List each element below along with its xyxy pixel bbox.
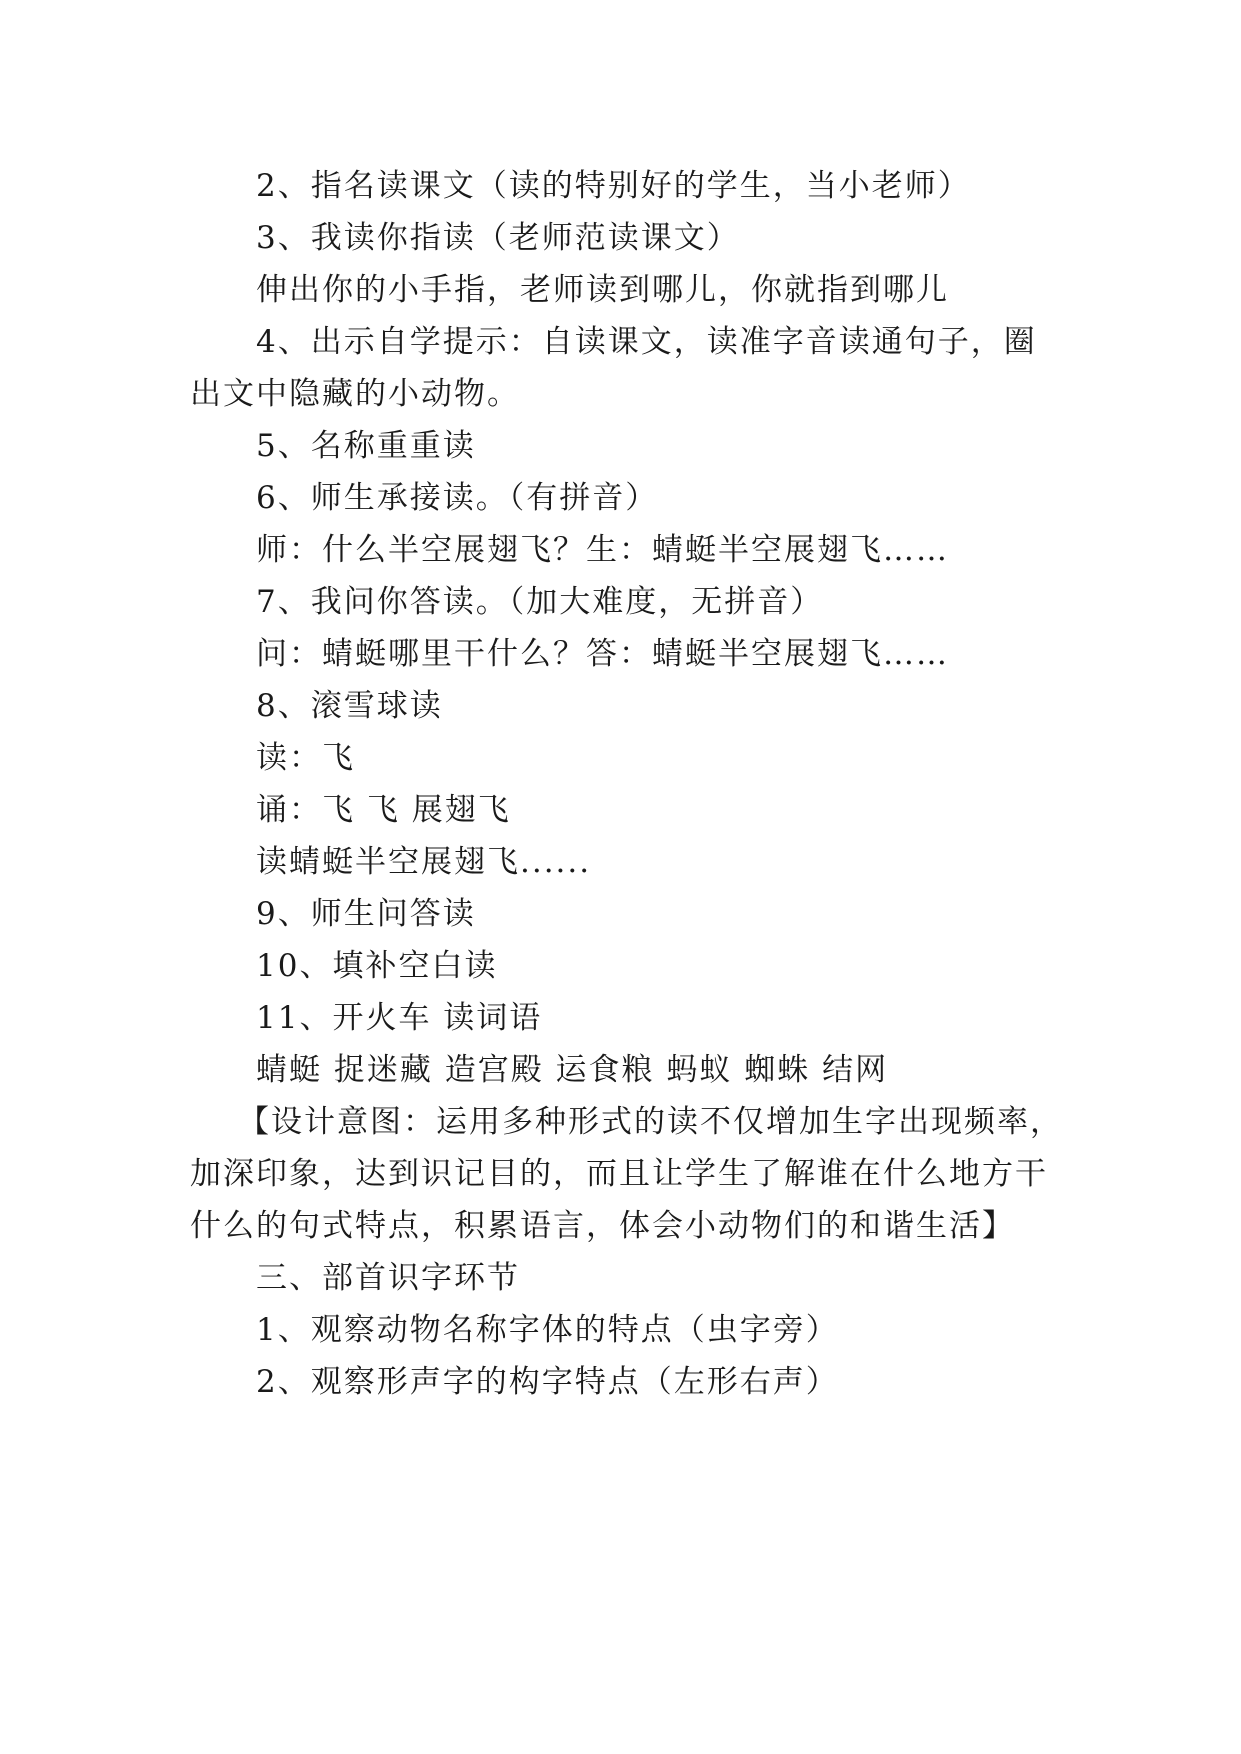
text-line: 8、滚雪球读 — [256, 688, 443, 724]
text-line: 9、师生问答读 — [256, 896, 476, 932]
text-line: 2、观察形声字的构字特点（左形右声） — [256, 1364, 839, 1400]
text-line: 4、出示自学提示：自读课文，读准字音读通句子，圈 — [256, 324, 1037, 360]
text-line: 【设计意图：运用多种形式的读不仅增加生字出现频率， — [238, 1104, 1063, 1140]
text-line: 读蜻蜓半空展翅飞...... — [256, 844, 592, 880]
text-line: 师：什么半空展翅飞？生：蜻蜓半空展翅飞…… — [256, 532, 949, 568]
text-line: 11、开火车 读词语 — [256, 1000, 543, 1036]
text-line: 1、观察动物名称字体的特点（虫字旁） — [256, 1312, 839, 1348]
text-line: 什么的句式特点，积累语言，体会小动物们的和谐生活】 — [190, 1208, 1015, 1244]
text-line: 蜻蜓 捉迷藏 造宫殿 运食粮 蚂蚁 蜘蛛 结网 — [256, 1052, 889, 1088]
text-line: 三、部首识字环节 — [256, 1260, 520, 1296]
text-line: 加深印象，达到识记目的，而且让学生了解谁在什么地方干 — [190, 1156, 1048, 1192]
text-line: 诵：飞 飞 展翅飞 — [256, 792, 511, 828]
text-line: 出文中隐藏的小动物。 — [190, 376, 520, 412]
text-line: 6、师生承接读。（有拼音） — [256, 480, 659, 516]
text-line: 5、名称重重读 — [256, 428, 476, 464]
text-line: 7、我问你答读。（加大难度，无拼音） — [256, 584, 824, 620]
text-line: 2、指名读课文（读的特别好的学生，当小老师） — [256, 168, 971, 204]
text-line: 3、我读你指读（老师范读课文） — [256, 220, 740, 256]
text-line: 读：飞 — [256, 740, 355, 776]
text-line: 伸出你的小手指，老师读到哪儿，你就指到哪儿 — [256, 272, 949, 308]
text-line: 问：蜻蜓哪里干什么？答：蜻蜓半空展翅飞…… — [256, 636, 949, 672]
text-line: 10、填补空白读 — [256, 948, 498, 984]
